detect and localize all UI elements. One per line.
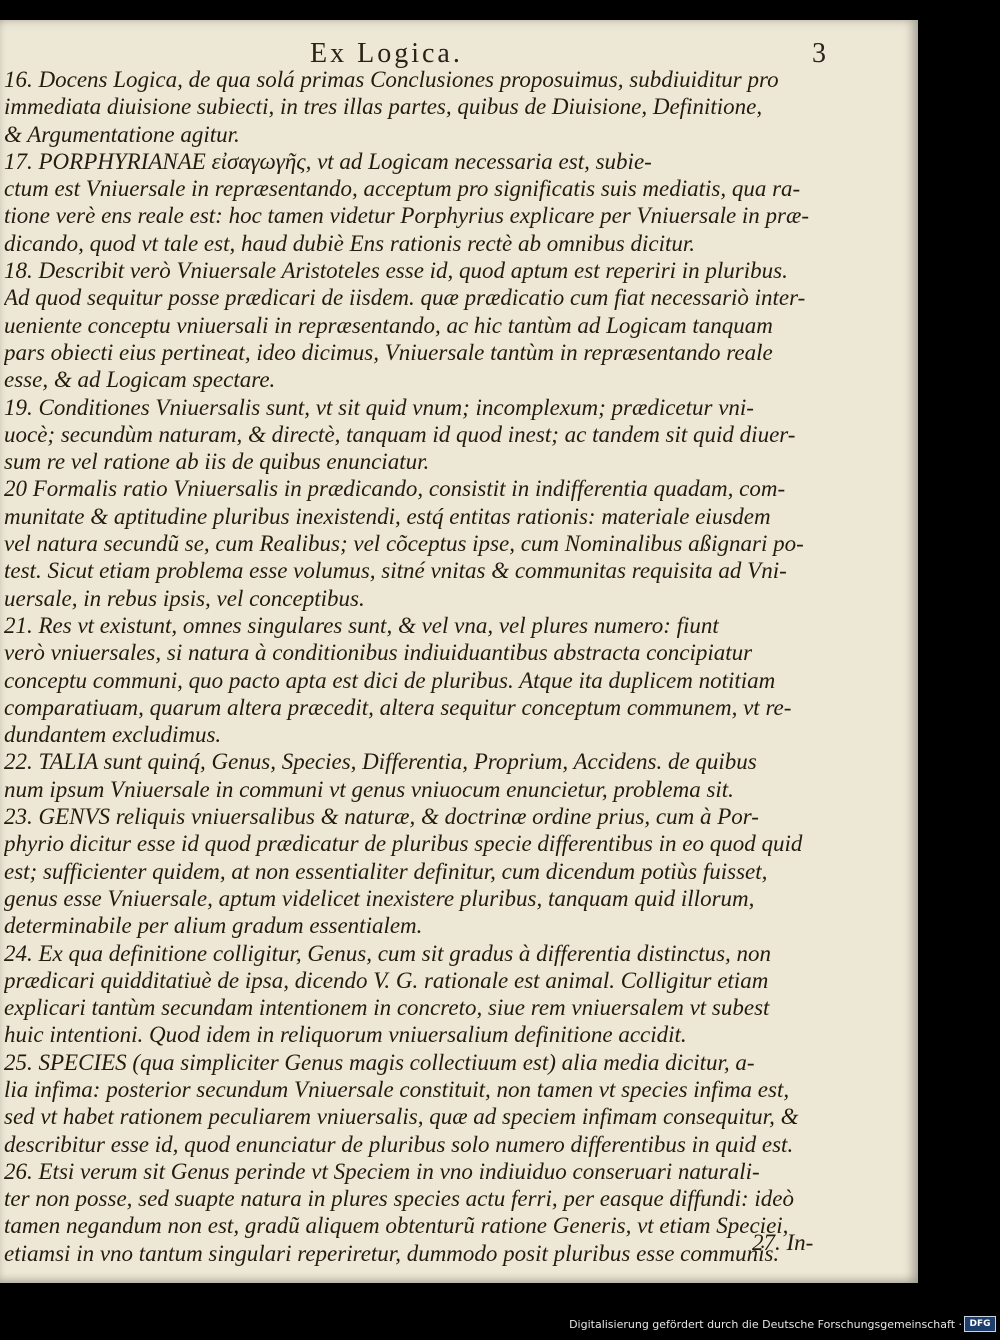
text-line: sum re vel ratione ab iis de quibus enunciatur.: [4, 449, 430, 475]
page-number: 3: [812, 38, 826, 69]
text-line: phyrio dicitur esse id quod prædicatur de pluribus specie differentibus in eo quod quid: [4, 831, 803, 857]
text-line: 20 Formalis ratio Vniuersalis in prædicando, consistit in indifferentia quadam, com-: [4, 476, 786, 502]
text-line: 19. Conditiones Vniuersalis sunt, vt sit quid vnum; incomplexum; prædicetur vni-: [4, 394, 754, 420]
text-line: munitate & aptitudine pluribus inexistendi, estq́ entitas rationis: materiale eiusdem: [4, 503, 771, 529]
text-line: num ipsum Vniuersale in communi vt genus vniuocum enuncietur, problema sit.: [4, 776, 734, 802]
text-line: dundantem excludimus.: [4, 722, 222, 748]
text-line: ueniente conceptu vniuersali in repræsentando, ac hic tantùm ad Logicam tanquam: [4, 312, 773, 338]
text-line: describitur esse id, quod enunciatur de pluribus solo numero differentibus in quid est.: [4, 1131, 794, 1157]
text-line: determinabile per alium gradum essentialem.: [4, 913, 423, 939]
text-line: 22. TALIA sunt quinq́, Genus, Species, Differentia, Proprium, Accidens. de quibus: [4, 749, 757, 775]
dfg-logo-icon: DFG: [964, 1316, 996, 1332]
text-line: 18. Describit verò Vniuersale Aristoteles esse id, quod aptum est reperiri in pluribus.: [4, 258, 788, 284]
text-line: explicari tantùm secundam intentionem in concreto, siue rem vniuersalem vt subest: [4, 995, 770, 1021]
text-line: huic intentioni. Quod idem in reliquorum vniuersalium definitione accidit.: [4, 1022, 687, 1048]
book-page: [0, 20, 918, 1283]
text-line: tione verè ens reale est: hoc tamen videtur Porphyrius explicare per Vniuersale in præ-: [4, 203, 810, 229]
text-line: 24. Ex qua definitione colligitur, Genus, cum sit gradus à differentia distinctus, non: [4, 940, 772, 966]
text-line: pars obiecti eius pertineat, ideo dicimus, Vniuersale tantùm in repræsentando reale: [4, 339, 773, 365]
text-line: 26. Etsi verum sit Genus perinde vt Speciem in vno indiuiduo conseruari naturali-: [4, 1158, 760, 1184]
text-line: esse, & ad Logicam spectare.: [4, 367, 276, 393]
footer-bar: [0, 1290, 1000, 1340]
text-line: dicando, quod vt tale est, haud dubiè Ens rationis rectè ab omnibus dicitur.: [4, 230, 695, 256]
text-line: 16. Docens Logica, de qua solá primas Conclusiones proposuimus, subdiuiditur pro: [4, 67, 779, 92]
text-line: tamen negandum non est, gradũ aliquem obtenturũ ratione Generis, vt etiam Speciei,: [4, 1213, 789, 1239]
text-line: ter non posse, sed suapte natura in plures species actu ferri, per easque diffundi: ideò: [4, 1186, 794, 1212]
text-line: prædicari quidditatiuè de ipsa, dicendo V. G. rationale est animal. Colligitur etiam: [4, 967, 769, 993]
catchword: 27. In-: [752, 1230, 814, 1255]
text-line: & Argumentatione agitur.: [4, 121, 240, 147]
text-line: comparatiuam, quarum altera præcedit, altera sequitur conceptum communem, vt re-: [4, 694, 792, 720]
text-line: 25. SPECIES (qua simpliciter Genus magis collectiuum est) alia media dicitur, a-: [4, 1049, 755, 1075]
text-line: 21. Res vt existunt, omnes singulares sunt, & vel vna, vel plures numero: fiunt: [4, 612, 719, 638]
text-line: immediata diuisione subiecti, in tres illas partes, quibus de Diuisione, Definitione,: [4, 94, 763, 120]
body-text: [4, 66, 824, 1267]
text-line: genus esse Vniuersale, aptum videlicet inexistere pluribus, tanquam quid illorum,: [4, 885, 755, 911]
text-line: uocè; secundùm naturam, & directè, tanquam id quod inest; ac tandem sit quid diuer-: [4, 421, 796, 447]
text-line: lia infima: posterior secundum Vniuersale constituit, non tamen vt species infima est,: [4, 1076, 790, 1102]
text-line: vel natura secundũ se, cum Realibus; vel cõceptus ipse, cum Nominalibus aßignari po-: [4, 531, 804, 557]
text-line: ctum est Vniuersale in repræsentando, acceptum pro significatis suis mediatis, qua ra-: [4, 176, 801, 202]
text-line: etiamsi in vno tantum singulari reperiretur, dummodo posit pluribus esse communis.: [4, 1240, 780, 1266]
text-line: verò vniuersales, si natura à conditionibus indiuiduantibus abstracta concipiatur: [4, 640, 753, 666]
text-line: test. Sicut etiam problema esse volumus, sitné vnitas & communitas requisita ad Vni-: [4, 558, 787, 584]
text-line: Ad quod sequitur posse prædicari de iisdem. quæ prædicatio cum fiat necessariò inter-: [4, 285, 806, 311]
text-line: sed vt habet rationem peculiarem vniuersalis, quæ ad speciem infimam consequitur, &: [4, 1104, 799, 1130]
text-line: est; sufficienter quidem, at non essentialiter definitur, cum dicendum potiùs fuisset,: [4, 858, 768, 884]
text-line: 23. GENVS reliquis vniuersalibus & naturæ, & doctrinæ ordine prius, cum à Por-: [4, 804, 759, 830]
running-head-title: Ex Logica.: [310, 38, 463, 69]
text-line: uersale, in rebus ipsis, vel conceptibus.: [4, 585, 365, 611]
text-line: conceptu communi, quo pacto apta est dici de pluribus. Atque ita duplicem notitiam: [4, 667, 776, 693]
funding-credit: Digitalisierung gefördert durch die Deutsche Forschungsgemeinschaft ·: [569, 1318, 962, 1331]
text-line: 17. PORPHYRIANAE εἰσαγωγῆς, vt ad Logicam necessaria est, subie-: [4, 148, 652, 174]
